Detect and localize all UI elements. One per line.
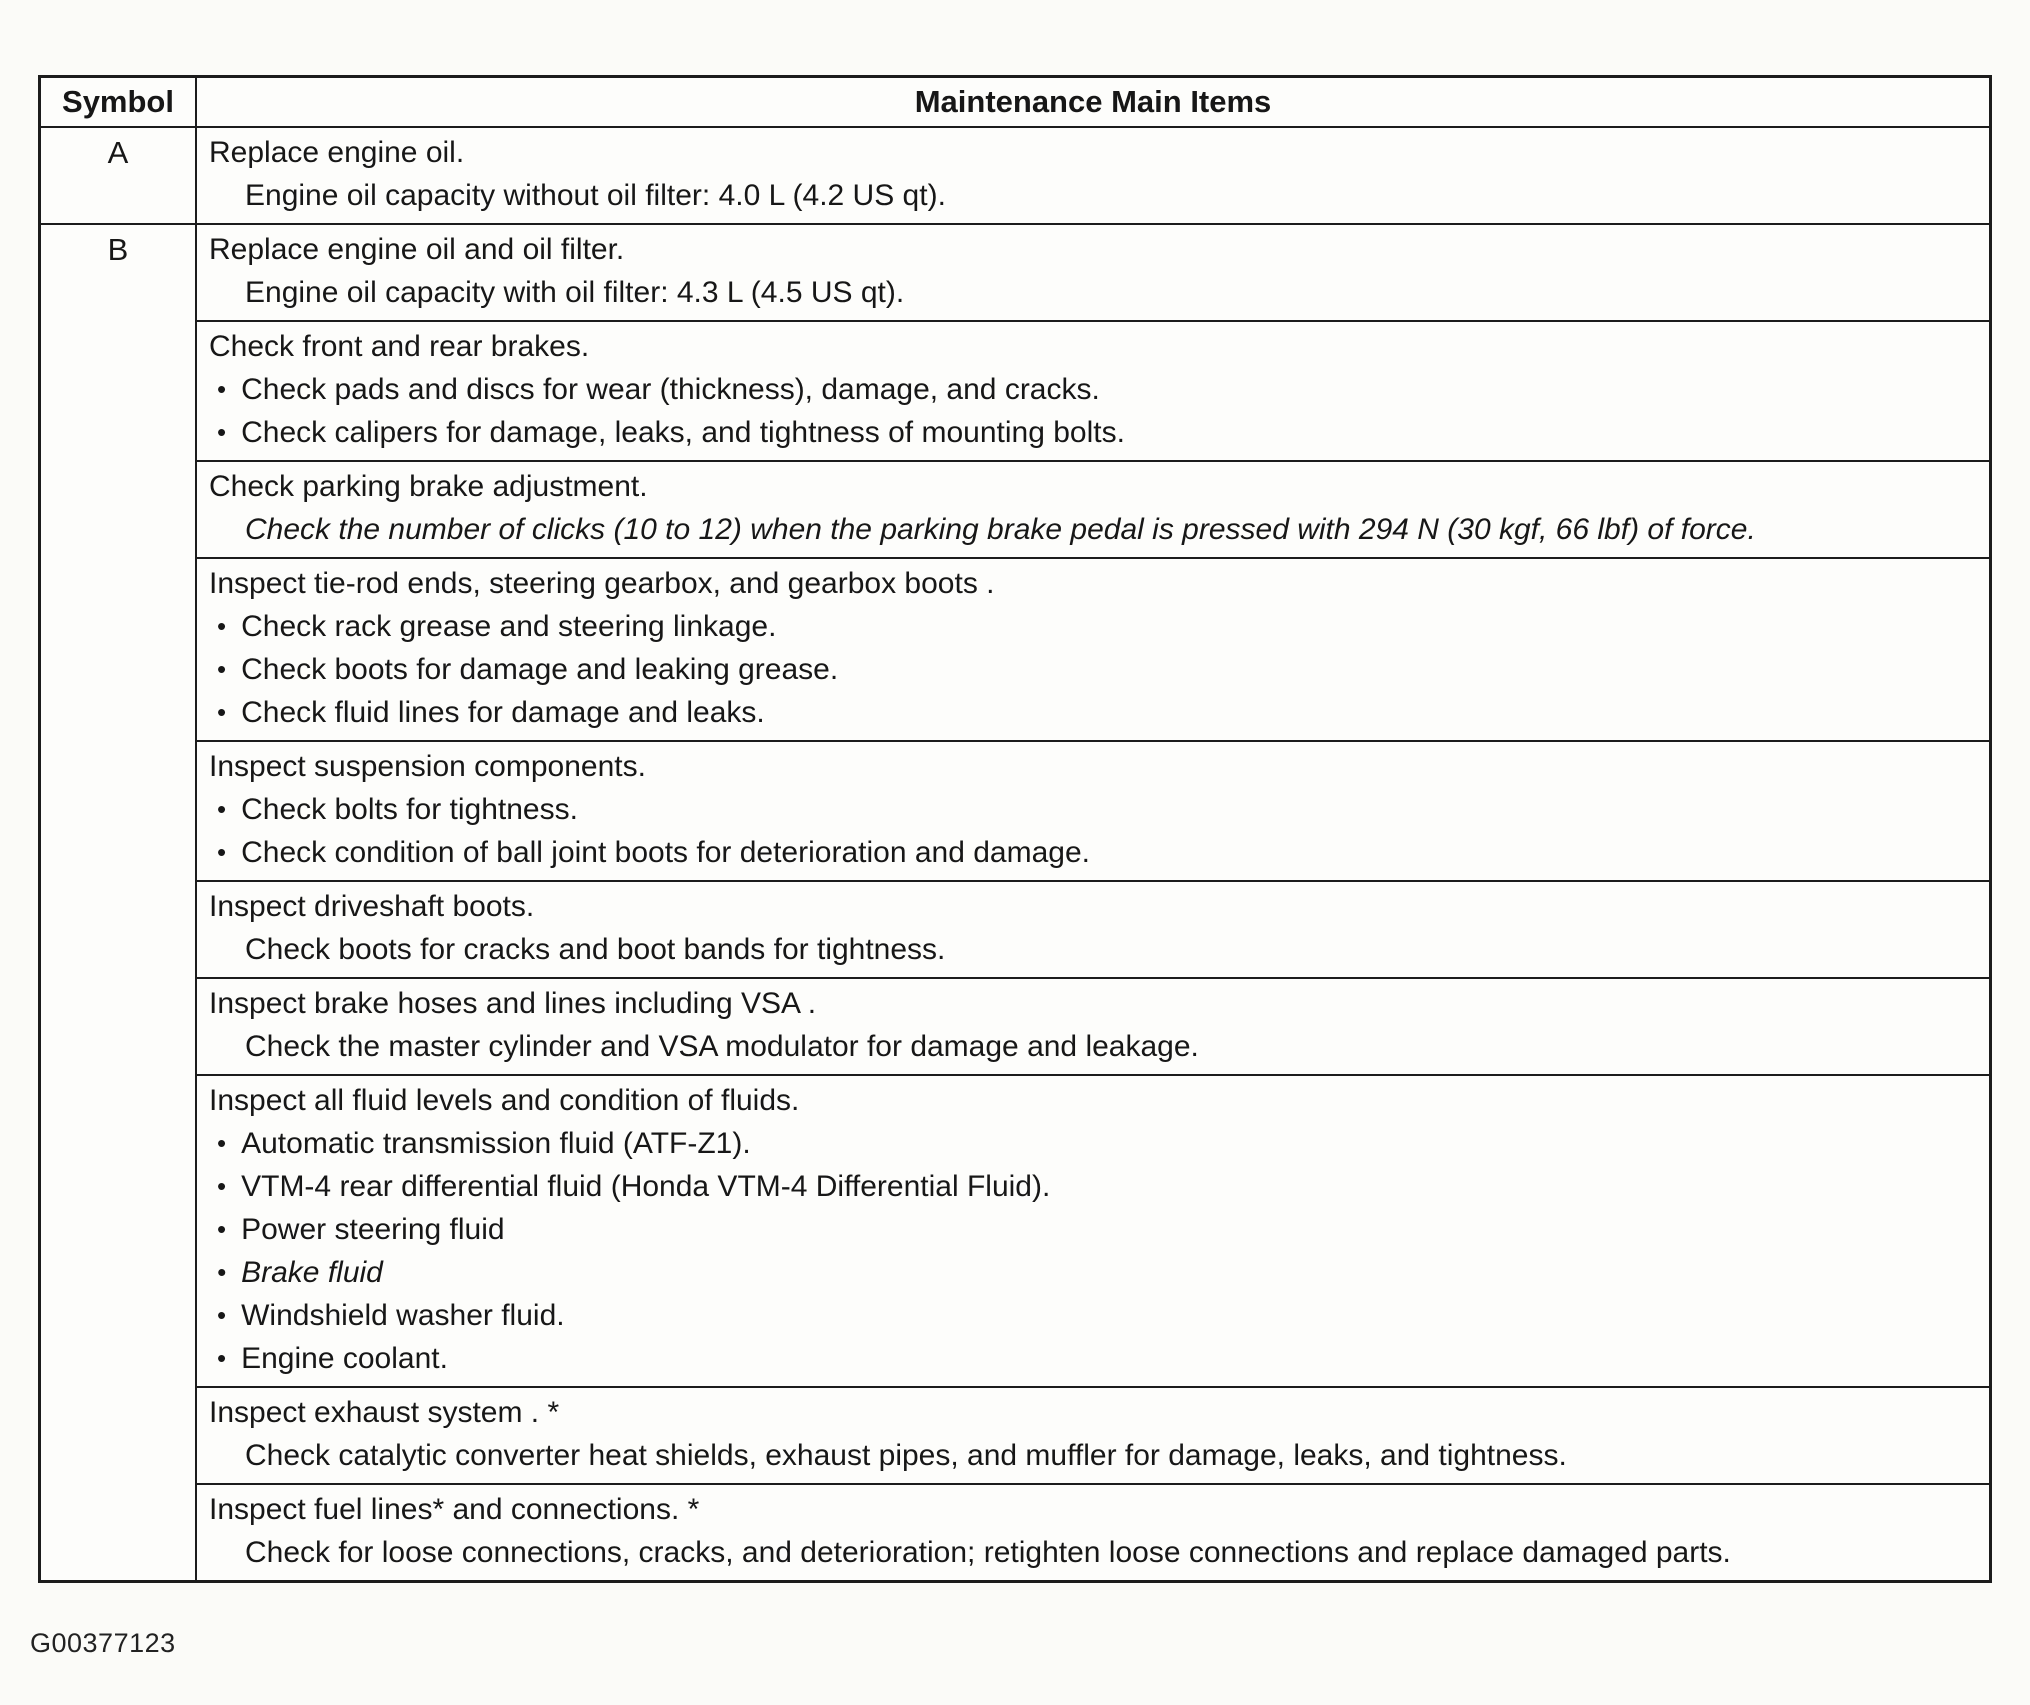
bullet-icon: • [217, 1300, 227, 1330]
maintenance-item-cell [196, 1075, 1991, 1387]
bullet-text: Check fluid lines for damage and leaks. [241, 696, 765, 729]
text-line: Inspect fuel lines* and connections. * [209, 1493, 700, 1526]
maintenance-table-body [40, 127, 1991, 1582]
maintenance-item-cell [196, 321, 1991, 461]
bullet-icon: • [217, 1128, 227, 1158]
items-column-header: Maintenance Main Items [196, 77, 1991, 128]
table-row [40, 321, 1991, 461]
bullet-line [209, 1337, 1977, 1380]
maintenance-item-cell [196, 558, 1991, 741]
table-row [40, 461, 1991, 558]
bullet-line [209, 605, 1977, 648]
table-row [40, 127, 1991, 224]
bullet-icon: • [217, 837, 227, 867]
symbol-cell: A [40, 127, 197, 224]
maintenance-item-cell [196, 978, 1991, 1075]
bullet-line [209, 831, 1977, 874]
bullet-line [209, 368, 1977, 411]
table-row [40, 1075, 1991, 1387]
text-line: Inspect brake hoses and lines including VSA . [209, 987, 817, 1020]
bullet-text: Brake fluid [241, 1256, 383, 1289]
text-line: Check front and rear brakes. [209, 330, 590, 363]
bullet-line [209, 648, 1977, 691]
bullet-icon: • [217, 611, 227, 641]
text-line: Inspect driveshaft boots. [209, 890, 535, 923]
table-row [40, 558, 1991, 741]
table-row [40, 881, 1991, 978]
bullet-line [209, 788, 1977, 831]
table-row [40, 224, 1991, 321]
table-row [40, 978, 1991, 1075]
bullet-line [209, 1251, 1977, 1294]
bullet-icon: • [217, 1343, 227, 1373]
text-line: Check the master cylinder and VSA modulator for damage and leakage. [245, 1030, 1199, 1063]
figure-id: G00377123 [30, 1628, 176, 1658]
text-line: Replace engine oil and oil filter. [209, 233, 625, 266]
bullet-icon: • [217, 374, 227, 404]
bullet-icon: • [217, 697, 227, 727]
text-line: Check catalytic converter heat shields, exhaust pipes, and muffler for damage, leaks, and tightness. [245, 1439, 1567, 1472]
table-row [40, 741, 1991, 881]
text-line: Engine oil capacity without oil filter: 4.0 L (4.2 US qt). [245, 179, 946, 212]
text-line: Check for loose connections, cracks, and deterioration; retighten loose connections and replace damaged parts. [245, 1536, 1731, 1569]
maintenance-item-cell [196, 741, 1991, 881]
symbol-cell: B [40, 224, 197, 1582]
bullet-line [209, 411, 1977, 454]
text-line: Replace engine oil. [209, 136, 465, 169]
maintenance-item-cell [196, 461, 1991, 558]
table-row [40, 1484, 1991, 1582]
symbol-column-header: Symbol [40, 77, 197, 128]
bullet-text: Power steering fluid [241, 1213, 505, 1246]
bullet-text: Check rack grease and steering linkage. [241, 610, 777, 643]
maintenance-table-header [40, 77, 1991, 128]
bullet-line [209, 1294, 1977, 1337]
maintenance-item-cell [196, 1484, 1991, 1582]
bullet-icon: • [217, 654, 227, 684]
text-line: Inspect suspension components. [209, 750, 646, 783]
text-line: Inspect all fluid levels and condition of fluids. [209, 1084, 800, 1117]
bullet-icon: • [217, 794, 227, 824]
table-row [40, 1387, 1991, 1484]
text-line: Check the number of clicks (10 to 12) when the parking brake pedal is pressed with 294 N (30 kgf, 66 lbf) of force. [245, 513, 1756, 546]
bullet-text: Check bolts for tightness. [241, 793, 578, 826]
bullet-text: Check calipers for damage, leaks, and tightness of mounting bolts. [241, 416, 1125, 449]
bullet-text: Automatic transmission fluid (ATF-Z1). [241, 1127, 751, 1160]
maintenance-item-cell [196, 127, 1991, 224]
bullet-text: Engine coolant. [241, 1342, 448, 1375]
bullet-icon: • [217, 1257, 227, 1287]
text-line: Engine oil capacity with oil filter: 4.3 L (4.5 US qt). [245, 276, 905, 309]
bullet-icon: • [217, 1171, 227, 1201]
text-line: Check boots for cracks and boot bands for tightness. [245, 933, 946, 966]
text-line: Check parking brake adjustment. [209, 470, 648, 503]
bullet-text: Check boots for damage and leaking grease. [241, 653, 839, 686]
bullet-line [209, 1122, 1977, 1165]
text-line: Inspect tie-rod ends, steering gearbox, and gearbox boots . [209, 567, 995, 600]
bullet-line [209, 1165, 1977, 1208]
maintenance-item-cell [196, 1387, 1991, 1484]
bullet-line [209, 1208, 1977, 1251]
bullet-icon: • [217, 417, 227, 447]
bullet-line [209, 691, 1977, 734]
bullet-icon: • [217, 1214, 227, 1244]
bullet-text: Windshield washer fluid. [241, 1299, 565, 1332]
bullet-text: Check condition of ball joint boots for deterioration and damage. [241, 836, 1090, 869]
text-line: Inspect exhaust system . * [209, 1396, 560, 1429]
maintenance-item-cell [196, 224, 1991, 321]
maintenance-item-cell [196, 881, 1991, 978]
bullet-text: Check pads and discs for wear (thickness), damage, and cracks. [241, 373, 1100, 406]
header-row [40, 77, 1991, 128]
bullet-text: VTM-4 rear differential fluid (Honda VTM-4 Differential Fluid). [241, 1170, 1051, 1203]
maintenance-table [38, 75, 1992, 1583]
